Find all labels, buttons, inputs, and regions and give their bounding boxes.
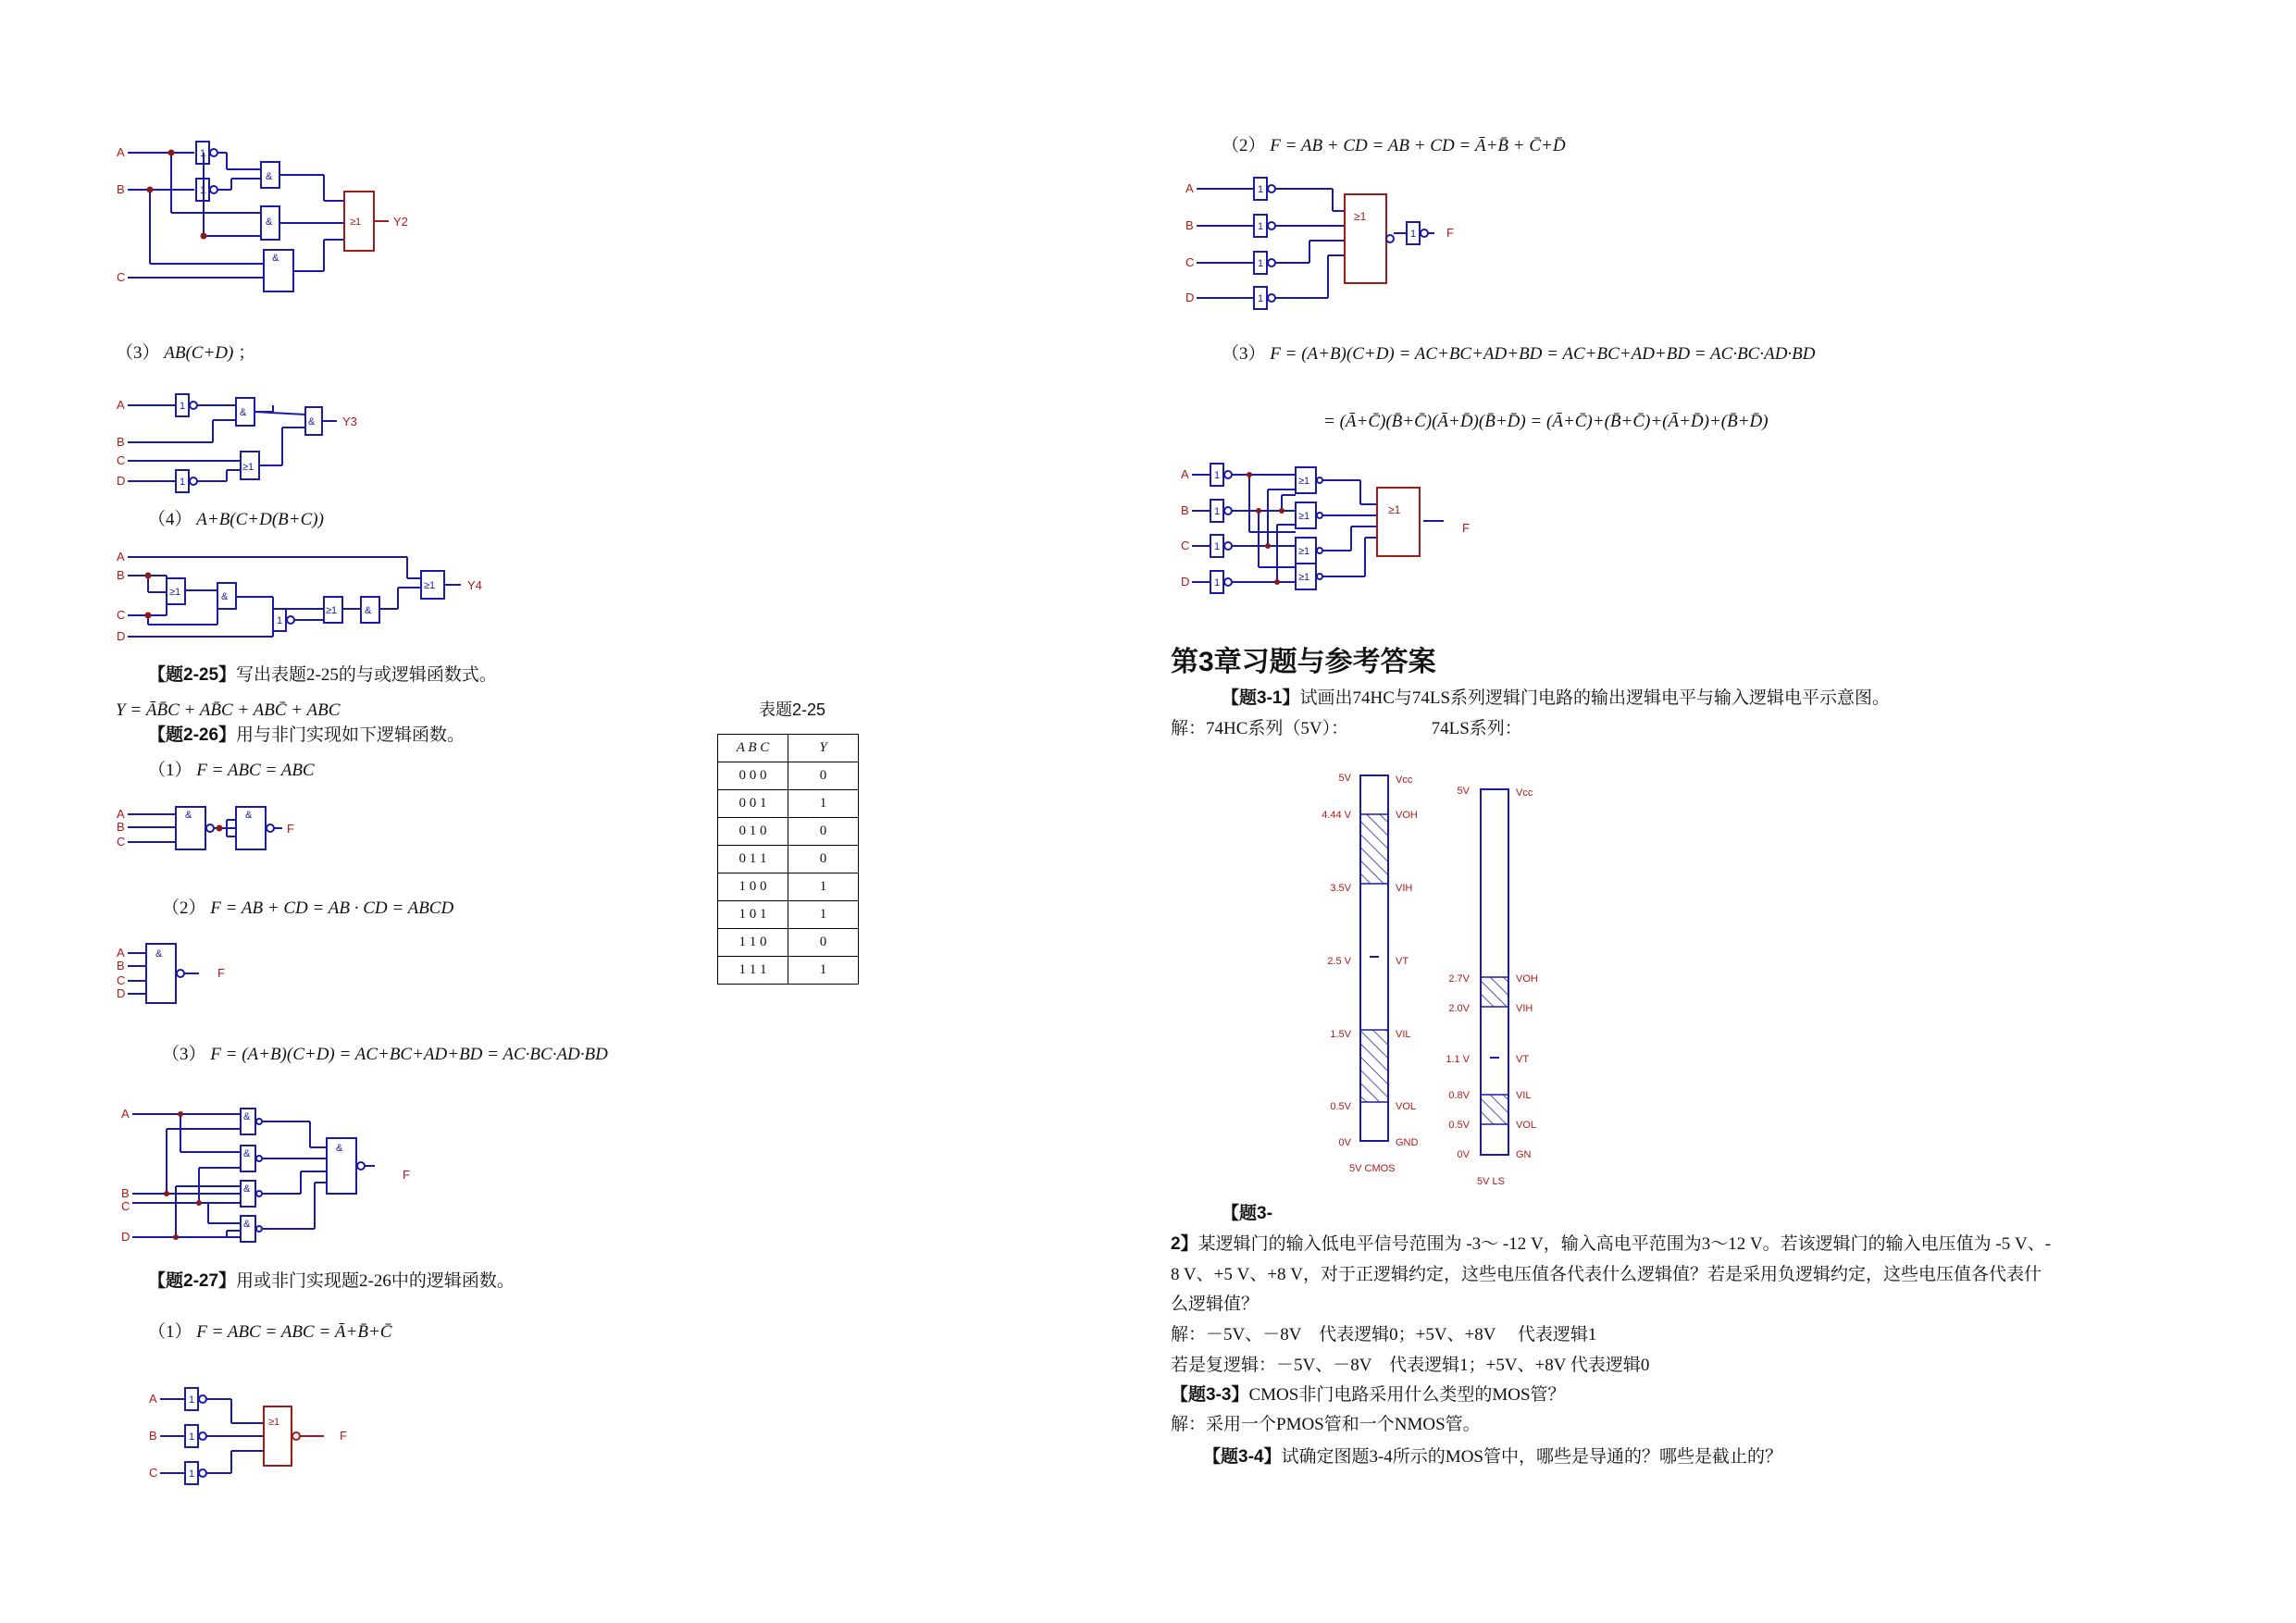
cr3-input-b: B bbox=[1181, 503, 1189, 517]
circuit-26-3-diagram bbox=[116, 1101, 421, 1249]
item-3-tail: ； bbox=[238, 343, 256, 363]
item-4-line bbox=[148, 511, 324, 528]
ls-label-vih: VIH bbox=[1516, 1003, 1533, 1014]
ls-label-vil: VIL bbox=[1516, 1090, 1532, 1101]
svg-text:≥1: ≥1 bbox=[350, 217, 362, 228]
c271-input-c: C bbox=[149, 1466, 158, 1480]
svg-text:1: 1 bbox=[189, 1468, 195, 1480]
c261-input-a: A bbox=[117, 807, 125, 821]
hc-label-vt: VT bbox=[1396, 956, 1409, 967]
hc-caption: 5V CMOS bbox=[1349, 1163, 1396, 1174]
svg-text:&: & bbox=[243, 1219, 251, 1230]
circuit-y2-diagram bbox=[111, 134, 426, 301]
cr3-input-a: A bbox=[1181, 467, 1189, 481]
svg-text:&: & bbox=[266, 217, 273, 228]
question-3-1-answer-suffix: 74LS系列： bbox=[1431, 719, 1522, 738]
cr2-output: F bbox=[1446, 226, 1454, 240]
hc-level-2-5v: 2.5 V bbox=[1327, 956, 1351, 967]
ls-level-0v: 0V bbox=[1457, 1149, 1470, 1160]
question-3-2-answer-1: 解：－5V、－8V 代表逻辑0；+5V、+8V 代表逻辑1 bbox=[1171, 1325, 1597, 1344]
item-4-label: （4） bbox=[148, 510, 192, 529]
svg-text:&: & bbox=[308, 416, 316, 427]
svg-text:1: 1 bbox=[200, 185, 206, 196]
svg-text:1: 1 bbox=[1214, 470, 1221, 481]
question-3-4 bbox=[1203, 1448, 1782, 1466]
table-row bbox=[718, 818, 859, 846]
right-item-3a-expr: F = (A+B)(C+D) = AC+BC+AD+BD = AC+BC+AD+BD = AC·BC·AD·BD bbox=[1270, 344, 1816, 364]
c261-input-b: B bbox=[117, 820, 125, 834]
question-3-3-text: CMOS非门电路采用什么类型的MOS管？ bbox=[1248, 1385, 1566, 1405]
table-cell: 1 bbox=[788, 901, 859, 929]
svg-text:1: 1 bbox=[1214, 541, 1221, 552]
c262-input-d: D bbox=[117, 986, 126, 1000]
table-cell: 0 0 1 bbox=[718, 790, 788, 818]
y3-input-b: B bbox=[117, 435, 125, 449]
c271-input-b: B bbox=[149, 1429, 157, 1443]
svg-text:≥1: ≥1 bbox=[268, 1417, 280, 1428]
svg-text:&: & bbox=[365, 605, 372, 616]
svg-text:1: 1 bbox=[1214, 577, 1221, 588]
ls-label-vt: VT bbox=[1516, 1054, 1530, 1065]
y4-input-c: C bbox=[117, 608, 126, 622]
ls-level-1-1v: 1.1 V bbox=[1446, 1054, 1470, 1065]
output-label-y2: Y2 bbox=[393, 215, 408, 229]
question-2-26-1-expr: F = ABC = ABC bbox=[196, 761, 315, 780]
ls-level-0-8v: 0.8V bbox=[1448, 1090, 1470, 1101]
input-label-c: C bbox=[117, 270, 126, 284]
item-4-expression: A+B(C+D(B+C)) bbox=[196, 510, 324, 529]
right-item-3a bbox=[1222, 345, 1816, 363]
ls-level-5v: 5V bbox=[1457, 786, 1470, 797]
hc-label-vih: VIH bbox=[1396, 883, 1413, 894]
cr3-output: F bbox=[1462, 521, 1470, 535]
question-3-2-line3: 么逻辑值？ bbox=[1171, 1295, 1260, 1314]
hc-level-4-44v: 4.44 V bbox=[1322, 810, 1351, 821]
hc-label-vcc: Vcc bbox=[1396, 774, 1413, 786]
question-2-26-2-label: （2） bbox=[162, 898, 206, 918]
table-row bbox=[718, 790, 859, 818]
cr2-input-b: B bbox=[1185, 218, 1194, 232]
table-cell: 1 bbox=[788, 873, 859, 901]
question-3-1-tag: 【题3-1】 bbox=[1222, 688, 1300, 708]
circuit-26-2-diagram bbox=[111, 942, 250, 1007]
circuit-26-1-diagram bbox=[111, 803, 315, 859]
table-cell: 0 1 0 bbox=[718, 818, 788, 846]
ls-level-0-5v: 0.5V bbox=[1448, 1120, 1470, 1131]
item-3-label: （3） bbox=[116, 343, 160, 363]
question-2-25 bbox=[148, 666, 497, 684]
table-row bbox=[718, 873, 859, 901]
question-3-2-line2: 8 V、+5 V、+8 V，对于正逻辑约定，这些电压值各代表什么逻辑值？若是采用负逻辑约定，这些电压值各代表什 bbox=[1171, 1265, 2042, 1284]
right-item-2-label: （2） bbox=[1222, 136, 1266, 155]
question-3-3 bbox=[1171, 1386, 1566, 1404]
question-3-3-tag: 【题3-3】 bbox=[1171, 1385, 1249, 1405]
svg-text:≥1: ≥1 bbox=[242, 462, 254, 473]
c261-output: F bbox=[287, 822, 294, 836]
question-2-27 bbox=[148, 1272, 515, 1290]
item-3-expression: AB(C+D) bbox=[164, 343, 234, 363]
table-row bbox=[718, 762, 859, 790]
question-2-27-1-expr: F = ABC = ABC = Ā+B̄+C̄ bbox=[196, 1322, 392, 1342]
input-label-a: A bbox=[117, 145, 125, 159]
chapter-3-title: 第3章习题与参考答案 bbox=[1171, 647, 1436, 677]
table-cell: 0 1 1 bbox=[718, 846, 788, 873]
y3-input-a: A bbox=[117, 398, 125, 412]
question-2-26-text: 用与非门实现如下逻辑函数。 bbox=[236, 725, 465, 745]
truth-table bbox=[717, 734, 859, 985]
svg-text:&: & bbox=[245, 810, 253, 821]
hc-level-0v: 0V bbox=[1338, 1137, 1351, 1148]
question-3-4-text: 试确定图题3-4所示的MOS管中，哪些是导通的？哪些是截止的？ bbox=[1281, 1447, 1782, 1467]
item-3-line bbox=[116, 344, 255, 362]
svg-text:1: 1 bbox=[1258, 258, 1264, 269]
input-label-b: B bbox=[117, 182, 125, 196]
svg-text:≥1: ≥1 bbox=[1298, 572, 1310, 583]
ls-label-vcc: Vcc bbox=[1516, 787, 1533, 799]
table-cell: 0 bbox=[788, 818, 859, 846]
c263-input-d: D bbox=[121, 1230, 130, 1244]
svg-text:1: 1 bbox=[1258, 221, 1264, 232]
hc-label-vil: VIL bbox=[1396, 1029, 1411, 1040]
question-2-26-3 bbox=[162, 1046, 608, 1063]
circuit-r2-diagram bbox=[1180, 174, 1476, 313]
svg-text:&: & bbox=[243, 1183, 251, 1195]
question-2-27-1-label: （1） bbox=[148, 1322, 192, 1342]
svg-text:≥1: ≥1 bbox=[326, 605, 338, 616]
y4-input-b: B bbox=[117, 568, 125, 582]
question-3-2-line1 bbox=[1171, 1235, 2051, 1253]
question-2-27-1 bbox=[148, 1323, 391, 1341]
table-row bbox=[718, 957, 859, 985]
svg-text:1: 1 bbox=[1258, 184, 1264, 195]
svg-text:≥1: ≥1 bbox=[424, 580, 436, 591]
cr3-input-d: D bbox=[1181, 575, 1190, 588]
circuit-y3-diagram bbox=[111, 387, 389, 493]
question-3-1 bbox=[1222, 689, 1890, 707]
table-row bbox=[718, 846, 859, 873]
hc-label-gnd: GND bbox=[1396, 1137, 1419, 1148]
svg-text:&: & bbox=[272, 253, 279, 264]
y4-output: Y4 bbox=[467, 578, 482, 592]
ls-level-2-7v: 2.7V bbox=[1448, 973, 1470, 985]
svg-text:&: & bbox=[336, 1143, 343, 1154]
table-cell: 0 bbox=[788, 846, 859, 873]
y3-output: Y3 bbox=[342, 415, 357, 428]
truth-table-header-y: Y bbox=[788, 735, 859, 762]
question-2-27-text: 用或非门实现题2-26中的逻辑函数。 bbox=[236, 1271, 515, 1291]
question-2-25-text: 写出表题2-25的与或逻辑函数式。 bbox=[236, 665, 497, 685]
question-2-27-tag: 【题2-27】 bbox=[148, 1271, 237, 1291]
table-cell: 1 1 0 bbox=[718, 929, 788, 957]
question-3-2-tag-a: 【题3- bbox=[1222, 1204, 1272, 1223]
question-2-26 bbox=[148, 726, 465, 744]
svg-text:1: 1 bbox=[189, 1431, 195, 1443]
svg-text:≥1: ≥1 bbox=[1298, 546, 1310, 557]
right-item-2-expr: F = AB + CD = AB + CD = Ā+B̄ + C̄+D̄ bbox=[1270, 136, 1566, 155]
question-3-2-text-1: 某逻辑门的输入低电平信号范围为 -3～ -12 V，输入高电平范围为3～12 V。若该逻辑门的输入电压值为 -5 V、- bbox=[1198, 1234, 2052, 1254]
svg-text:1: 1 bbox=[1258, 293, 1264, 304]
question-2-26-1-label: （1） bbox=[148, 761, 192, 780]
table-row bbox=[718, 929, 859, 957]
c263-output: F bbox=[403, 1168, 410, 1182]
y3-input-d: D bbox=[117, 474, 126, 488]
ls-level-2-0v: 2.0V bbox=[1448, 1003, 1470, 1014]
question-2-26-3-expr: F = (A+B)(C+D) = AC+BC+AD+BD = AC·BC·AD·BD bbox=[210, 1045, 608, 1064]
svg-text:&: & bbox=[240, 407, 247, 418]
svg-text:≥1: ≥1 bbox=[1388, 503, 1401, 516]
hc-label-vol: VOL bbox=[1396, 1101, 1417, 1112]
table-cell: 1 1 1 bbox=[718, 957, 788, 985]
svg-text:&: & bbox=[221, 591, 229, 602]
table-cell: 1 0 1 bbox=[718, 901, 788, 929]
hc-level-5v: 5V bbox=[1338, 773, 1351, 784]
logic-level-diagram bbox=[1305, 766, 1582, 1192]
c262-input-a: A bbox=[117, 946, 125, 960]
svg-text:1: 1 bbox=[180, 401, 186, 412]
right-item-2 bbox=[1222, 137, 1566, 155]
c263-input-b: B bbox=[121, 1186, 130, 1200]
svg-text:1: 1 bbox=[189, 1394, 195, 1406]
question-2-25-answer: Y = ĀB̄C + AB̄C + ABC̄ + ABC bbox=[116, 700, 341, 720]
question-2-26-tag: 【题2-26】 bbox=[148, 725, 237, 745]
svg-text:&: & bbox=[185, 810, 192, 821]
svg-text:1: 1 bbox=[1214, 506, 1221, 517]
hc-level-3-5v: 3.5V bbox=[1330, 883, 1351, 894]
svg-text:≥1: ≥1 bbox=[1354, 210, 1367, 223]
ls-label-gn: GN bbox=[1516, 1149, 1532, 1160]
right-item-3b-expr: = (Ā+C̄)(B̄+C̄)(Ā+D̄)(B̄+D̄) = (Ā+C̄)+(B̄+C̄)+(Ā+D̄)+(B̄+D̄) bbox=[1323, 412, 1769, 431]
svg-text:&: & bbox=[243, 1148, 251, 1159]
hc-level-0-5v: 0.5V bbox=[1330, 1101, 1351, 1112]
cr2-input-c: C bbox=[1185, 255, 1195, 269]
svg-text:1: 1 bbox=[1410, 229, 1417, 240]
y4-input-a: A bbox=[117, 550, 125, 564]
question-2-26-2 bbox=[162, 899, 453, 917]
c271-input-a: A bbox=[149, 1392, 157, 1406]
table-row bbox=[718, 901, 859, 929]
table-cell: 1 bbox=[788, 957, 859, 985]
table-cell: 0 0 0 bbox=[718, 762, 788, 790]
ls-label-vol: VOL bbox=[1516, 1120, 1537, 1131]
question-2-26-1 bbox=[148, 762, 315, 779]
right-item-3a-label: （3） bbox=[1222, 344, 1266, 364]
question-3-1-text: 试画出74HC与74LS系列逻辑门电路的输出逻辑电平与输入逻辑电平示意图。 bbox=[1299, 688, 1891, 708]
c263-input-a: A bbox=[121, 1107, 130, 1121]
svg-text:&: & bbox=[266, 171, 273, 182]
c271-output: F bbox=[340, 1429, 347, 1443]
table-cell: 0 bbox=[788, 762, 859, 790]
circuit-y4-diagram bbox=[111, 546, 518, 652]
question-3-4-tag: 【题3-4】 bbox=[1203, 1447, 1282, 1467]
question-3-2-answer-2: 若是复逻辑：－5V、－8V 代表逻辑1；+5V、+8V 代表逻辑0 bbox=[1171, 1356, 1650, 1375]
c262-output: F bbox=[217, 966, 225, 980]
svg-text:&: & bbox=[243, 1111, 251, 1122]
truth-table-title: 表题2-25 bbox=[759, 700, 826, 719]
svg-text:≥1: ≥1 bbox=[169, 587, 181, 598]
question-2-25-tag: 【题2-25】 bbox=[148, 665, 237, 685]
c262-input-b: B bbox=[117, 959, 125, 973]
svg-text:≥1: ≥1 bbox=[1298, 511, 1310, 522]
question-3-3-answer: 解：采用一个PMOS管和一个NMOS管。 bbox=[1171, 1415, 1481, 1434]
y4-input-d: D bbox=[117, 629, 126, 643]
c263-input-c: C bbox=[121, 1199, 130, 1213]
truth-table-header-abc: A B C bbox=[718, 735, 788, 762]
table-cell: 1 0 0 bbox=[718, 873, 788, 901]
table-cell: 1 bbox=[788, 790, 859, 818]
hc-label-voh: VOH bbox=[1396, 810, 1418, 821]
question-3-1-answer bbox=[1171, 720, 1522, 737]
ls-caption: 5V LS bbox=[1477, 1176, 1505, 1187]
question-2-26-2-expr: F = AB + CD = AB · CD = ABCD bbox=[210, 898, 454, 918]
c261-input-c: C bbox=[117, 835, 126, 849]
circuit-r3-diagram bbox=[1175, 458, 1508, 615]
cr2-input-a: A bbox=[1185, 181, 1194, 195]
svg-text:1: 1 bbox=[180, 477, 186, 488]
table-cell: 0 bbox=[788, 929, 859, 957]
svg-text:1: 1 bbox=[277, 615, 283, 626]
y3-input-c: C bbox=[117, 453, 126, 467]
question-2-26-3-label: （3） bbox=[162, 1045, 206, 1064]
circuit-27-1-diagram bbox=[143, 1379, 366, 1485]
question-3-1-answer-prefix: 解：74HC系列（5V）： bbox=[1171, 719, 1349, 738]
cr2-input-d: D bbox=[1185, 291, 1195, 304]
c262-input-c: C bbox=[117, 973, 126, 987]
svg-text:≥1: ≥1 bbox=[1298, 476, 1310, 487]
question-3-2-tag-b: 2】 bbox=[1171, 1234, 1198, 1254]
hc-level-1-5v: 1.5V bbox=[1330, 1029, 1351, 1040]
svg-text:&: & bbox=[155, 948, 163, 960]
svg-text:1: 1 bbox=[200, 148, 206, 159]
ls-label-voh: VOH bbox=[1516, 973, 1538, 985]
truth-table-header bbox=[718, 735, 859, 762]
cr3-input-c: C bbox=[1181, 539, 1190, 552]
